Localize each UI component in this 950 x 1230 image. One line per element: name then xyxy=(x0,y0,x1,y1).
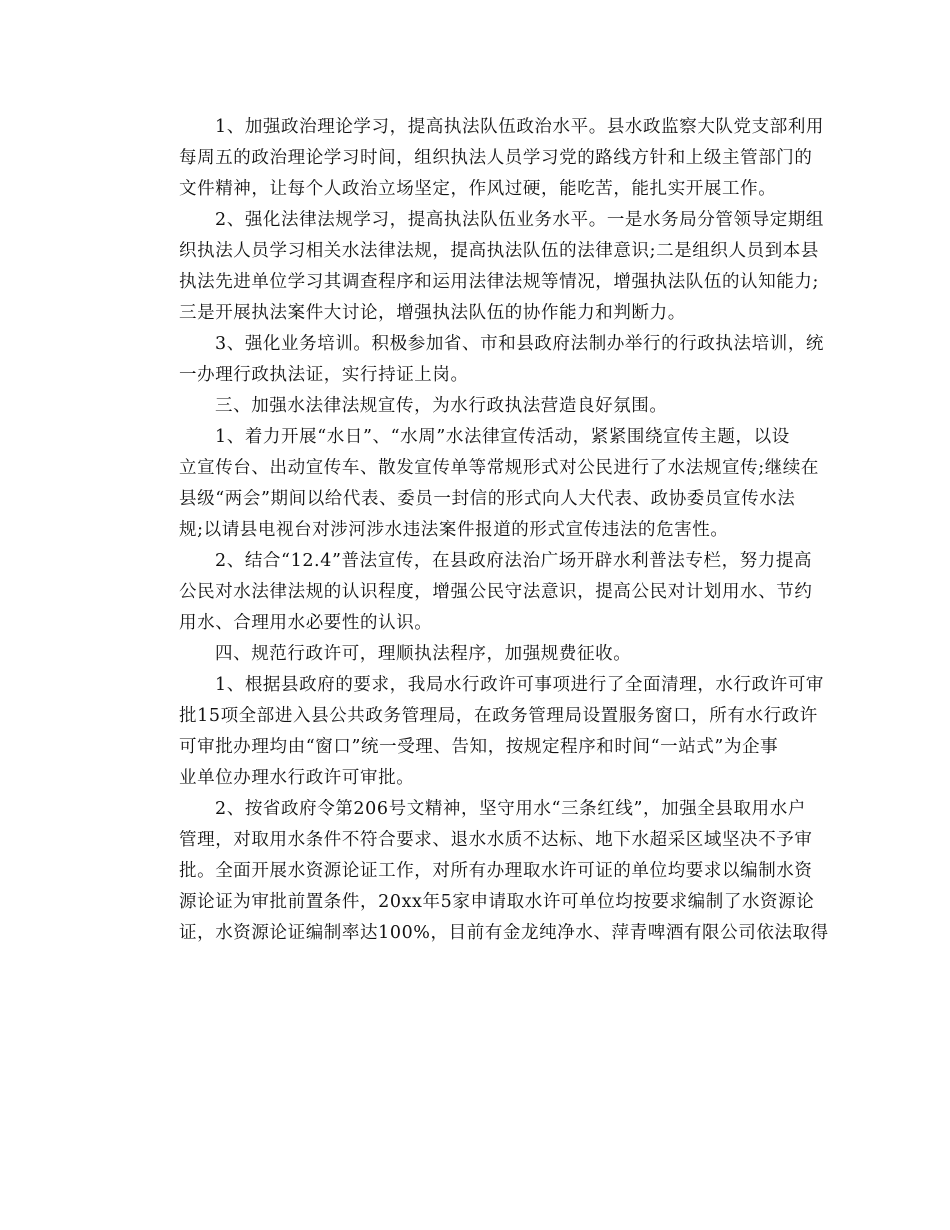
text-line: 文件精神，让每个人政治立场坚定，作风过硬，能吃苦，能扎实开展工作。 xyxy=(179,179,777,199)
document-body xyxy=(144,112,829,949)
text-line: 每周五的政治理论学习时间，组织执法人员学习党的路线方针和上级主管部门的 xyxy=(179,148,813,168)
paragraph-2 xyxy=(144,205,825,329)
text-line: 证，水资源论证编制率达100%，目前有金龙纯净水、萍青啤酒有限公司依法取得 xyxy=(179,923,829,943)
text-line: 可审批办理均由“窗口”统一受理、告知，按规定程序和时间“一站式”为企事 xyxy=(179,737,779,757)
text-line: 县级“两会”期间以给代表、委员一封信的形式向人大代表、政协委员宣传水法 xyxy=(179,489,796,509)
paragraph-7 xyxy=(144,794,829,949)
text-line: 业单位办理水行政许可审批。 xyxy=(179,768,415,788)
text-line: 2、强化法律法规学习，提高执法队伍业务水平。一是水务局分管领导定期组 xyxy=(215,210,825,230)
text-line: 公民对水法律法规的认识程度，增强公民守法意识，提高公民对计划用水、节约 xyxy=(179,582,813,602)
text-line: 规;以请县电视台对涉河涉水违法案件报道的形式宣传违法的危害性。 xyxy=(179,520,729,540)
text-line: 2、按省政府令第206号文精神，坚守用水“三条红线”，加强全县取用水户 xyxy=(215,799,806,819)
text-line: 1、着力开展“水日”、“水周”水法律宣传活动，紧紧围绕宣传主题，以设 xyxy=(215,427,790,447)
text-line: 三、加强水法律法规宣传，为水行政执法营造良好氛围。 xyxy=(215,396,668,416)
text-line: 织执法人员学习相关水法律法规，提高执法队伍的法律意识;二是组织人员到本县 xyxy=(179,241,819,261)
text-line: 立宣传台、出动宣传车、散发宣传单等常规形式对公民进行了水法规宣传;继续在 xyxy=(179,458,819,478)
text-line: 1、根据县政府的要求，我局水行政许可事项进行了全面清理，水行政许可审 xyxy=(215,675,825,695)
text-line: 一办理行政执法证，实行持证上岗。 xyxy=(179,365,469,385)
paragraph-5 xyxy=(144,546,813,639)
text-line: 批15项全部进入县公共政务管理局，在政务管理局设置服务窗口，所有水行政许 xyxy=(179,706,818,726)
paragraph-4 xyxy=(144,422,819,546)
text-line: 2、结合“12.4”普法宣传，在县政府法治广场开辟水利普法专栏，努力提高 xyxy=(215,551,813,571)
section-heading-3 xyxy=(144,391,806,422)
paragraph-6 xyxy=(144,670,825,794)
paragraph-3 xyxy=(144,329,825,391)
section-heading-4 xyxy=(144,639,806,670)
text-line: 三是开展执法案件大讨论，增强执法队伍的协作能力和判断力。 xyxy=(179,303,686,323)
text-line: 执法先进单位学习其调查程序和运用法律法规等情况，增强执法队伍的认知能力; xyxy=(179,272,819,292)
text-line: 3、强化业务培训。积极参加省、市和县政府法制办举行的行政执法培训，统 xyxy=(215,334,825,354)
text-line: 源论证为审批前置条件，20xx年5家申请取水许可单位均按要求编制了水资源论 xyxy=(179,892,815,912)
text-line: 四、规范行政许可，理顺执法程序，加强规费征收。 xyxy=(215,644,632,664)
text-line: 1、加强政治理论学习，提高执法队伍政治水平。县水政监察大队党支部利用 xyxy=(215,117,825,137)
paragraph-1 xyxy=(144,112,825,205)
text-line: 管理，对取用水条件不符合要求、退水水质不达标、地下水超采区域坚决不予审 xyxy=(179,830,813,850)
text-line: 批。全面开展水资源论证工作，对所有办理取水许可证的单位均要求以编制水资 xyxy=(179,861,813,881)
text-line: 用水、合理用水必要性的认识。 xyxy=(179,613,433,633)
